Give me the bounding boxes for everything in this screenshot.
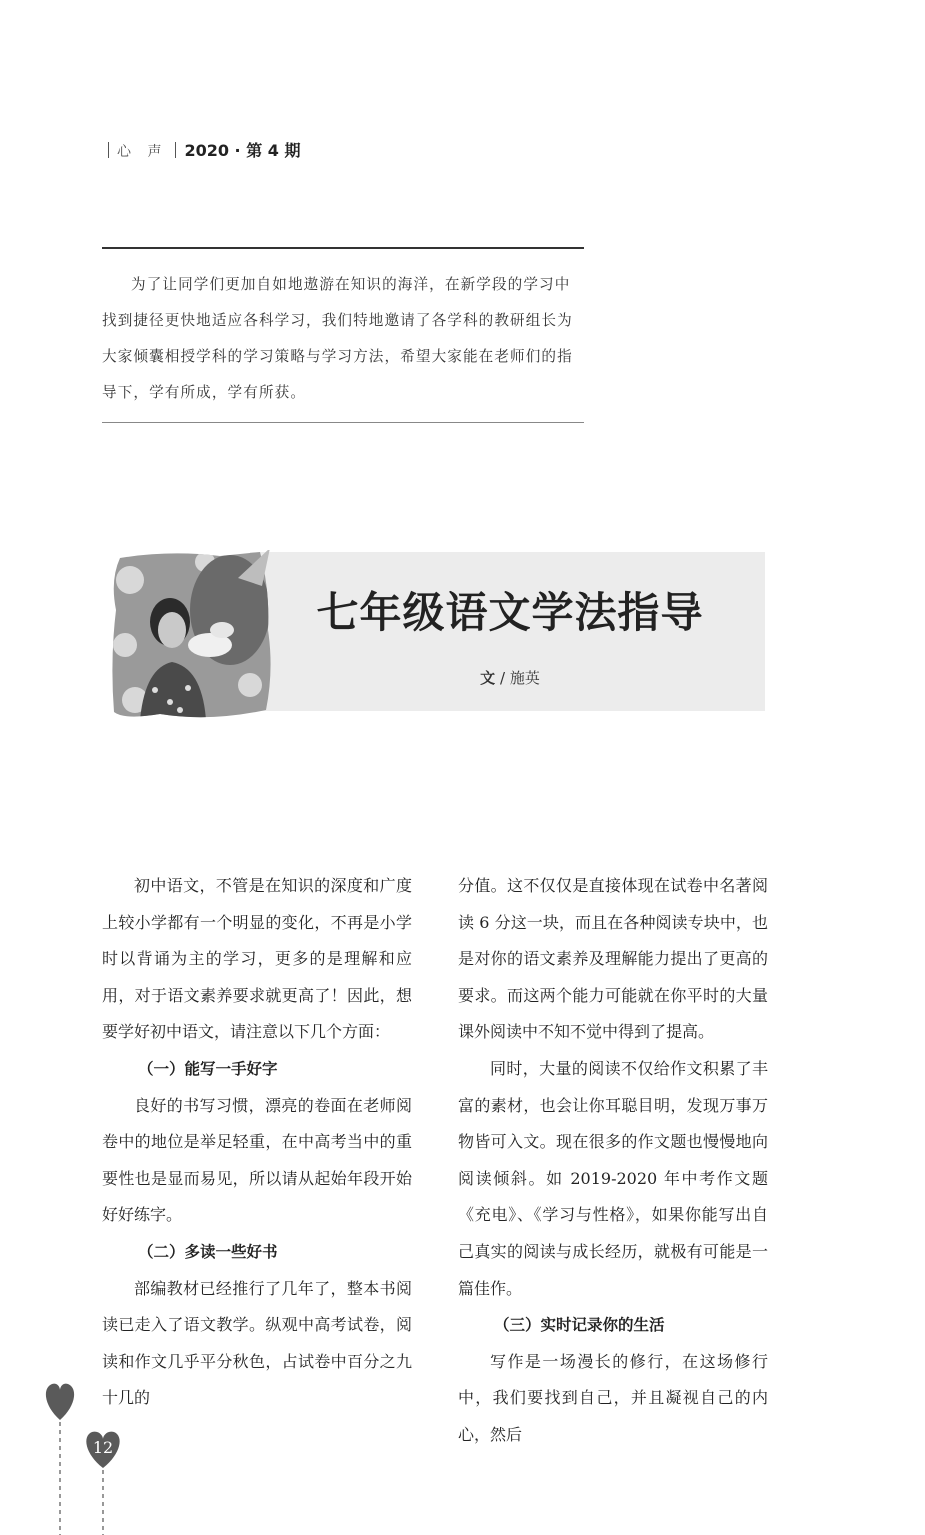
paragraph: 初中语文，不管是在知识的深度和广度上较小学都有一个明显的变化，不再是小学时以背诵为主的学习，更多的是理解和应用，对于语文素养要求就更高了！因此，想要学好初中语文，请注意以下几个方面：	[102, 876, 412, 1042]
section-heading: （二）多读一些好书	[138, 1242, 278, 1261]
paragraph: 部编教材已经推行了几年了，整本书阅读已走入了语文教学。纵观中高考试卷，阅读和作文几乎平分秋色，占试卷中百分之九十几的	[102, 1278, 412, 1408]
author-name: 施英	[509, 669, 540, 687]
issue-label: 2020 · 第 4 期	[184, 141, 301, 160]
paragraph: 分值。这不仅仅是直接体现在试卷中名著阅读 6 分这一块，而且在各种阅读专块中，也是对你的语文素养及理解能力提出了更高的要求。而这两个能力可能就在你平时的大量课外阅读中不知不觉中得到了提高。	[458, 876, 768, 1042]
section-heading: （三）实时记录你的生活	[494, 1316, 665, 1335]
column-name: 心 声	[117, 144, 168, 160]
page-number: 12	[92, 1438, 114, 1457]
paragraph: 良好的书写习惯，漂亮的卷面在老师阅卷中的地位是举足轻重，在中高考当中的重要性也是显而易见，所以请从起始年段开始好好练字。	[102, 1095, 412, 1225]
intro-text: 为了让同学们更加自如地遨游在知识的海洋，在新学段的学习中找到捷径更快地适应各科学习，我们特地邀请了各学科的教研组长为大家倾囊相授学科的学习策略与学习方法，希望大家能在老师们的指导下，学有所成，学有所获。	[102, 276, 573, 401]
paragraph: 写作是一场漫长的修行，在这场修行中，我们要找到自己，并且凝视自己的内心，然后	[458, 1351, 768, 1444]
byline-label: 文	[480, 669, 496, 687]
heart-icon	[46, 1384, 74, 1420]
section-heading: （一）能写一手好字	[138, 1059, 278, 1078]
paragraph: 同时，大量的阅读不仅给作文积累了丰富的素材，也会让你耳聪目明，发现万事万物皆可入文。现在很多的作文题也慢慢地向阅读倾斜。如 2019-2020 年中考作文题《充电》、《学习与性格》，如果你能写出自己真实的阅读与成长经历，就极有可能是一篇佳作。	[458, 1058, 768, 1298]
article-title: 七年级语文学法指导	[316, 588, 704, 637]
byline-separator: /	[499, 669, 506, 687]
